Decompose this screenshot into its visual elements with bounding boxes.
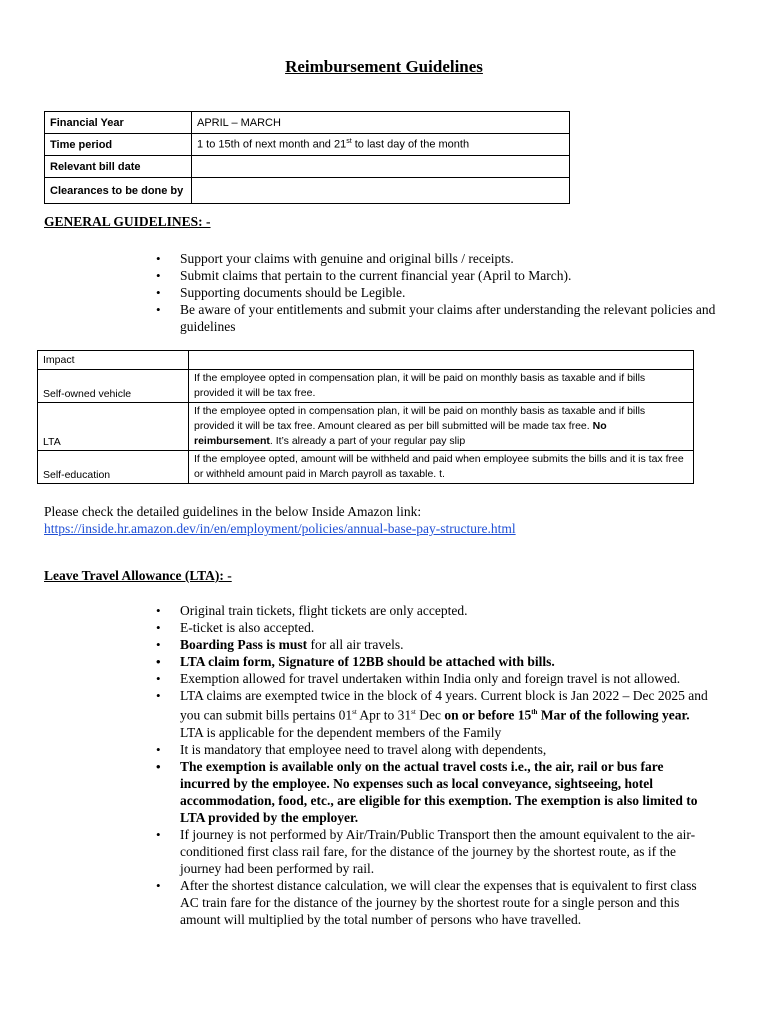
- table-row: [45, 156, 570, 178]
- row-value: [192, 134, 570, 156]
- row-value: [192, 156, 570, 178]
- ordinal-suffix: st: [352, 708, 357, 716]
- row-text: [189, 403, 694, 451]
- list-item: • LTA claim form, Signature of 12BB should be attached with bills.: [156, 653, 716, 670]
- time-period-text: 1 to 15th of next month and 21: [197, 138, 347, 151]
- ordinal-suffix: th: [531, 708, 538, 716]
- list-item: • E-ticket is also accepted.: [156, 619, 716, 636]
- list-item: • Exemption allowed for travel undertaken within India only and foreign travel is not allowed.: [156, 670, 716, 687]
- summary-table: [44, 111, 570, 204]
- lta-text-end: . It’s already a part of your regular pay slip: [269, 435, 466, 447]
- table-row: [38, 403, 694, 451]
- general-guidelines-heading: GENERAL GUIDELINES: -: [44, 214, 211, 229]
- list-item: • The exemption is available only on the actual travel costs i.e., the air, rail or bus fare incurred by the employee. No expenses such as local conveyance, sightseeing, hotel accommodation, food, etc., are eligible for this exemption. The exemption is also limited to LTA provided by the employer.: [156, 758, 716, 826]
- row-label: Financial Year: [45, 112, 192, 134]
- list-item: • If journey is not performed by Air/Train/Public Transport then the amount equivalent to the air-conditioned first class rail fare, for the distance of the journey by the shortest route, as if the journey had been performed by rail.: [156, 826, 716, 877]
- table-row: [45, 112, 570, 134]
- row-text: If the employee opted, amount will be withheld and paid when employee submits the bills and it is tax free or withheld amount paid in March payroll as taxable. t.: [189, 451, 694, 484]
- item-text: Apr to 31: [356, 707, 412, 723]
- row-label: LTA: [38, 403, 189, 451]
- ordinal-suffix: st: [346, 138, 352, 146]
- item-text: Dec: [415, 707, 445, 723]
- table-row: [38, 451, 694, 484]
- table-row: [45, 134, 570, 156]
- list-item: • Submit claims that pertain to the current financial year (April to March).: [156, 267, 716, 284]
- table-row: [45, 178, 570, 204]
- table-row: [38, 370, 694, 403]
- guidelines-link-block: [44, 503, 516, 537]
- page-title: Reimbursement Guidelines: [285, 57, 483, 76]
- lta-text-bold: No reimbursement: [194, 420, 607, 447]
- row-text: If the employee opted in compensation plan, it will be paid on monthly basis as taxable and if bills provided it will be tax free.: [189, 370, 694, 403]
- lta-heading: Leave Travel Allowance (LTA): -: [44, 568, 232, 583]
- bold-text: on or before 15: [444, 707, 532, 723]
- row-label: Relevant bill date: [45, 156, 192, 178]
- row-label: Self-education: [38, 451, 189, 484]
- list-item: [156, 687, 716, 741]
- list-item: • Supporting documents should be Legible.: [156, 284, 716, 301]
- table-header-row: [38, 351, 694, 370]
- lta-text: If the employee opted in compensation plan, it will be paid on monthly basis as taxable and if bills provided it will be tax free. Amount cleared as per bill submitted will be made tax free.: [194, 405, 646, 432]
- time-period-text-end: to last day of the month: [351, 138, 470, 151]
- list-item: [156, 636, 716, 653]
- row-label: Clearances to be done by: [45, 178, 192, 204]
- list-item: • Support your claims with genuine and original bills / receipts.: [156, 250, 716, 267]
- list-item: • Original train tickets, flight tickets are only accepted.: [156, 602, 716, 619]
- row-value: APRIL – MARCH: [192, 112, 570, 134]
- row-label: Time period: [45, 134, 192, 156]
- row-value: [192, 178, 570, 204]
- impact-table: [37, 350, 694, 484]
- item-text: for all air travels.: [307, 637, 404, 652]
- impact-header: Impact: [38, 351, 189, 370]
- check-text: Please check the detailed guidelines in the below Inside Amazon link:: [44, 504, 422, 519]
- lta-list: [156, 602, 716, 928]
- bold-text: Boarding Pass is must: [180, 637, 308, 652]
- list-item: • Be aware of your entitlements and submit your claims after understanding the relevant policies and guidelines: [156, 301, 716, 335]
- item-text: LTA is applicable for the dependent members of the Family: [180, 724, 502, 740]
- bold-text: Mar of the following year.: [537, 707, 690, 723]
- row-label: Self-owned vehicle: [38, 370, 189, 403]
- list-item: • After the shortest distance calculation, we will clear the expenses that is equivalent to first class AC train fare for the distance of the journey by the shortest route for a single person and this amount will multiplied by the total number of persons who have travelled.: [156, 877, 716, 928]
- general-guidelines-list: [156, 250, 716, 335]
- inside-amazon-link[interactable]: https://inside.hr.amazon.dev/in/en/employment/policies/annual-base-pay-structure.html: [44, 521, 516, 536]
- empty-cell: [189, 351, 694, 370]
- list-item: • It is mandatory that employee need to travel along with dependents,: [156, 741, 716, 758]
- item-text: LTA claims are exempted twice in the block of 4 years. Current block is Jan 2022 – Dec 2025 and you can submit bills pertains 01: [180, 688, 708, 723]
- ordinal-suffix: st: [411, 708, 416, 716]
